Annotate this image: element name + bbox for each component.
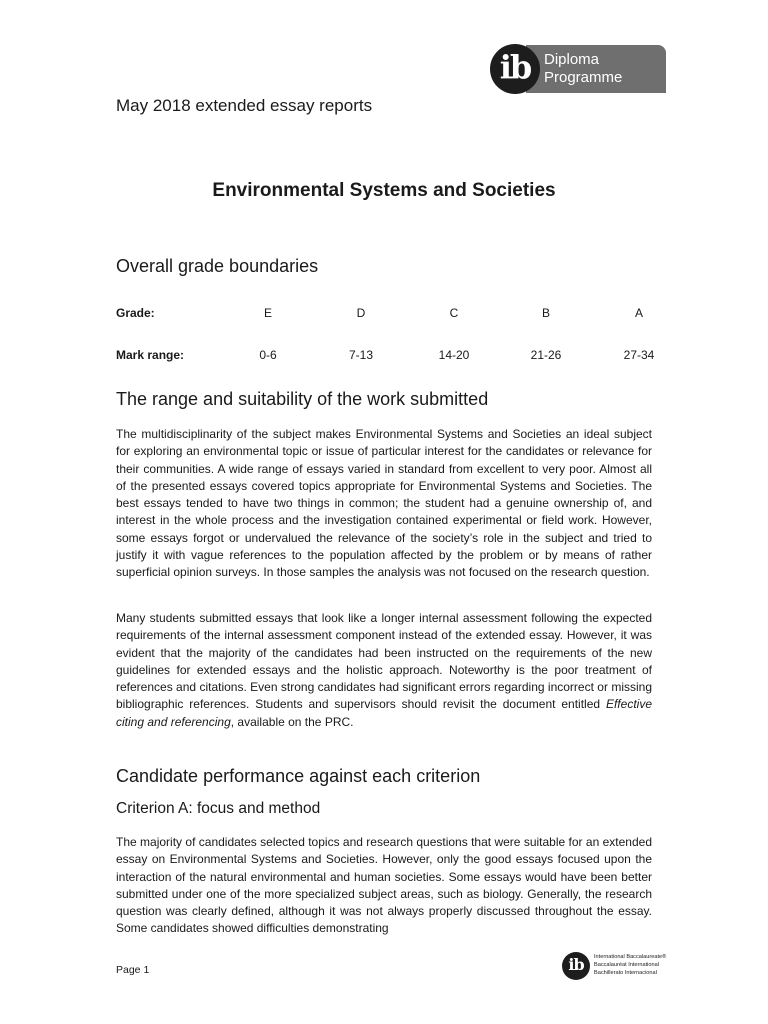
mark-range-cell: 14-20 xyxy=(438,348,470,362)
org-name: International Baccalaureate® xyxy=(594,954,667,960)
logo-line1: Diploma xyxy=(544,51,600,68)
mark-range-cell: 7-13 xyxy=(348,348,374,362)
criterion-a-heading: Criterion A: focus and method xyxy=(116,800,321,817)
org-name: Bachillerato Internacional xyxy=(594,970,657,976)
mark-range-row xyxy=(116,348,656,364)
grade-cell: D xyxy=(356,306,366,320)
subject-title: Environmental Systems and Societies xyxy=(212,180,556,201)
candidate-performance-heading: Candidate performance against each criterion xyxy=(116,766,481,786)
org-name: Baccalauréat International xyxy=(594,962,659,968)
paragraph-text: , available on the PRC. xyxy=(230,714,354,729)
mark-range-cell: 21-26 xyxy=(530,348,562,362)
page-number: Page 1 xyxy=(116,964,150,976)
range-paragraph-1: The multidisciplinarity of the subject makes Environmental Systems and Societies an ideal subject for exploring an environmental topic or issue of particular interest for the candidates or relevance for their communities. A wide range of essays varied in standard from excellent to very poor. Almost all of the presented essays covered topics appropriate for Environmental Systems and Societies. The best essays tended to have two things in common; the student had a genuine ownership of, and interest in the whole process and the investigation contained experimental or field work. However, some essays forgot or undervalued the relevance of the society’s role in the subject and tried to justify it with vague references to the population affected by the problem or by means of rather superficial opinion surveys. In those samples the analysis was not focused on the research question. xyxy=(116,427,652,580)
grade-cell: C xyxy=(449,306,459,320)
grade-boundaries-heading: Overall grade boundaries xyxy=(116,256,319,276)
grade-label: Grade: xyxy=(116,306,155,320)
logo-line2: Programme xyxy=(544,69,623,86)
grade-cell: E xyxy=(263,306,272,320)
mark-range-cell: 0-6 xyxy=(259,348,277,362)
criterion-a-paragraph: The majority of candidates selected topics and research questions that were suitable for an extended essay on Environmental Systems and Societies. However, only the good essays focused upon the interaction of the natural environmental and human societies. Some essays would have been better submitted under one of the more specialized subject areas, such as biology. Generally, the research question was clearly defined, although it was not always properly discussed throughout the essay. Some candidates showed difficulties demonstrating xyxy=(116,835,652,936)
grade-cell: B xyxy=(541,306,550,320)
report-title: May 2018 extended essay reports xyxy=(116,96,373,115)
logo-banner xyxy=(526,45,666,93)
range-suitability-heading: The range and suitability of the work submitted xyxy=(116,389,489,409)
document-title: Effective citing and referencing xyxy=(116,697,652,729)
mark-range-cell: 27-34 xyxy=(623,348,655,362)
ib-small-logo-icon: ib xyxy=(562,952,590,980)
mark-range-label: Mark range: xyxy=(116,348,185,362)
range-paragraph-2 xyxy=(116,610,652,731)
paragraph-text: Many students submitted essays that look like a longer internal assessment following the expected requirements of the internal assessment component instead of the extended essay. However, it was evident that the majority of the candidates had been instructed on the requirements of the new guidelines for extended essays and the holistic approach. Noteworthy is the poor treatment of references and citations. Even strong candidates had significant errors regarding incorrect or missing bibliographic references. Students and supervisors should revisit the document entitled xyxy=(116,611,652,712)
ib-logo-icon: ib xyxy=(490,44,540,94)
ib-diploma-logo xyxy=(488,42,668,96)
org-names xyxy=(594,953,666,977)
grade-cell: A xyxy=(634,306,643,320)
grade-row xyxy=(116,306,656,322)
ib-footer-logo xyxy=(562,952,672,984)
